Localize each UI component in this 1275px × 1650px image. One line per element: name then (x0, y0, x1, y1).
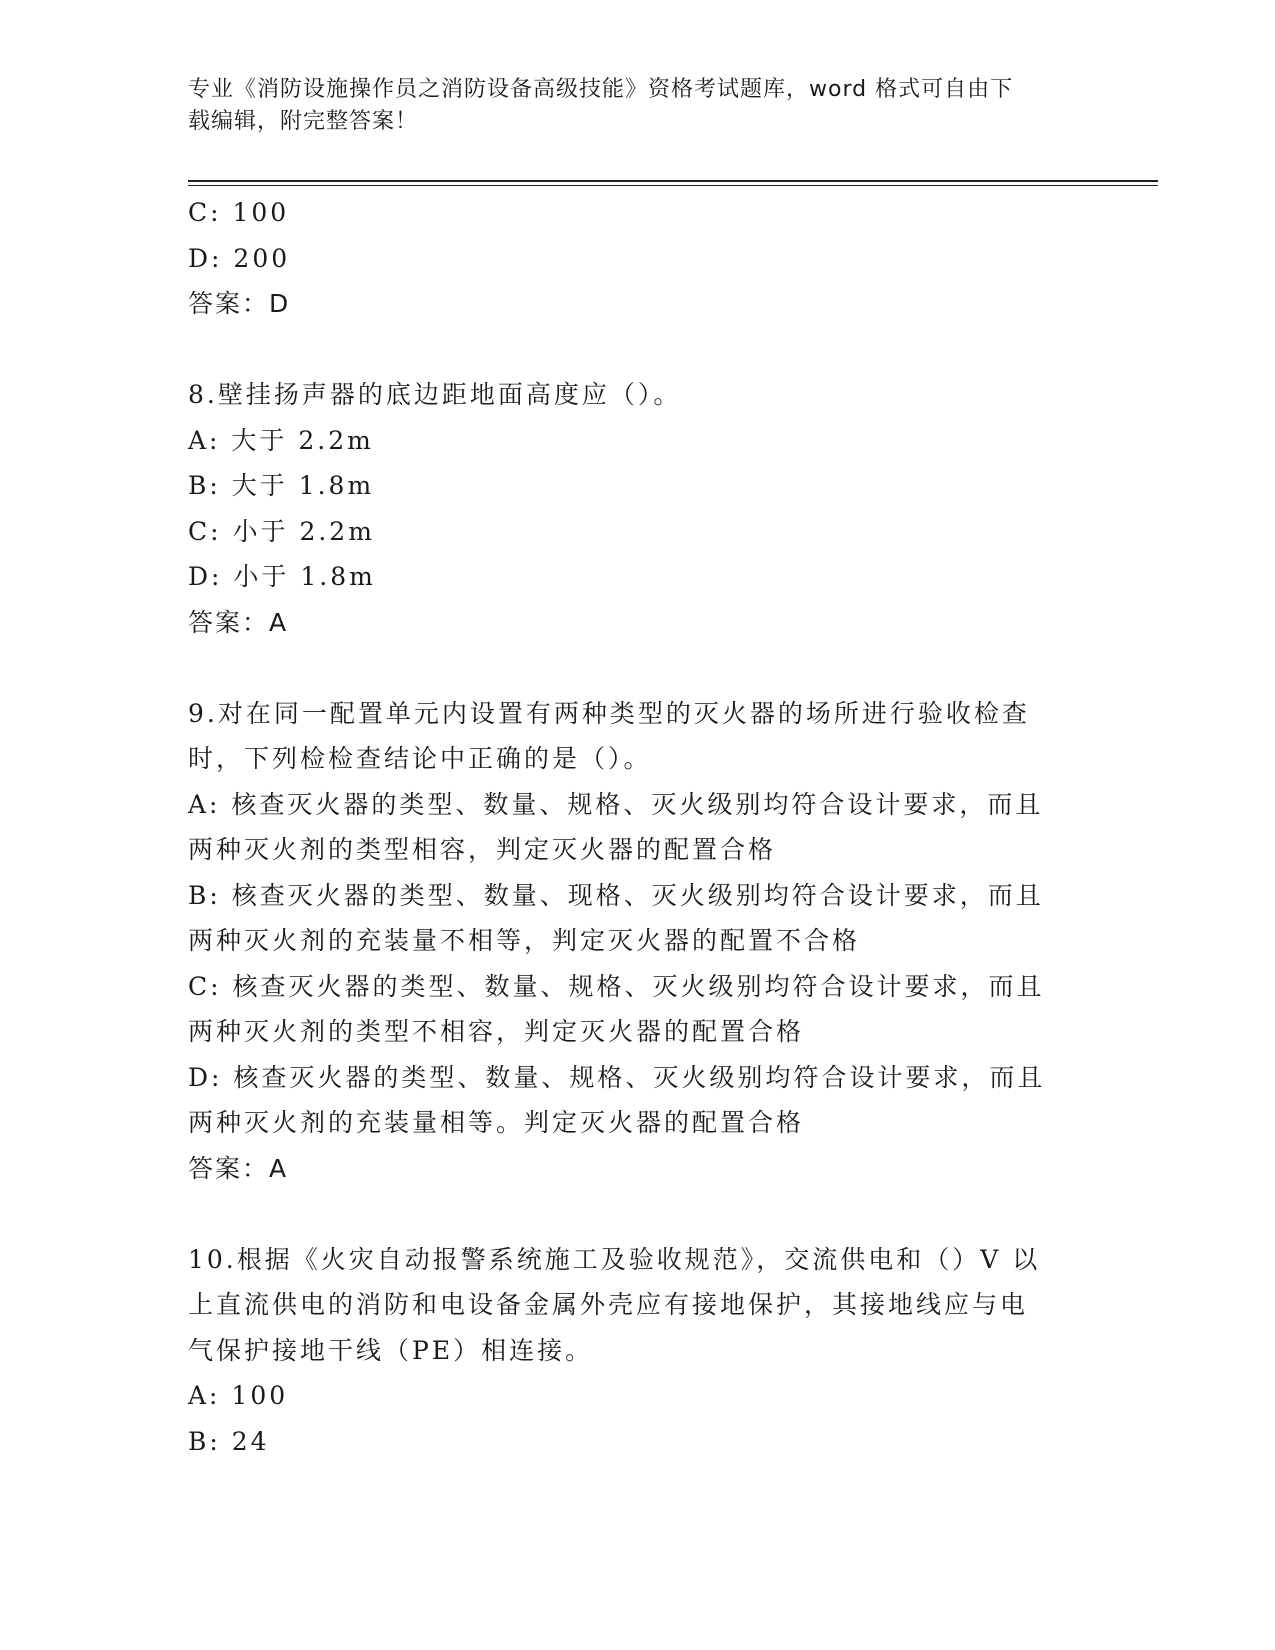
option-a: A: 100 (188, 1381, 289, 1410)
option-d: D: 小于 1.8m (188, 562, 376, 591)
option-b: B: 24 (188, 1426, 270, 1456)
header-line-1: 专业《消防设施操作员之消防设备高级技能》资格考试题库，word 格式可自由下 (188, 77, 1014, 102)
option-d-line-1: D: 核查灭火器的类型、数量、规格、灭火级别均符合设计要求，而且 (188, 1062, 1046, 1092)
option-d-line-2: 两种灭火剂的充装量相等。判定灭火器的配置合格 (188, 1108, 805, 1137)
question-list (188, 190, 1088, 1464)
page-header (188, 74, 1088, 138)
question-stem-line-2: 时，下列检检查结论中正确的是（）。 (188, 744, 652, 773)
option-a-line-1: A: 核查灭火器的类型、数量、规格、灭火级别均符合设计要求，而且 (188, 789, 1044, 819)
spacer (188, 327, 1088, 373)
answer-line: 答案：A (188, 607, 289, 637)
question-stem-line-1: 9.对在同一配置单元内设置有两种类型的灭火器的场所进行验收检查 (188, 698, 1030, 728)
option-b-line-2: 两种灭火剂的充装量不相等，判定灭火器的配置不合格 (188, 926, 861, 955)
question-stem-line-3: 气保护接地干线（PE）相连接。 (188, 1335, 594, 1365)
option-a-line-2: 两种灭火剂的类型相容，判定灭火器的配置合格 (188, 835, 777, 864)
spacer (188, 645, 1088, 691)
option-b: B: 大于 1.8m (188, 471, 375, 500)
option-a: A: 大于 2.2m (188, 425, 374, 455)
question-7-tail (188, 190, 1088, 327)
header-divider-thin (188, 185, 1158, 186)
question-8 (188, 372, 1088, 645)
question-10 (188, 1237, 1088, 1465)
option-c: C: 100 (188, 198, 290, 227)
question-stem: 8.壁挂扬声器的底边距地面高度应（）。 (188, 380, 682, 409)
header-divider (188, 180, 1158, 182)
answer-line: 答案：D (188, 289, 291, 318)
question-stem-line-2: 上直流供电的消防和电设备金属外壳应有接地保护，其接地线应与电 (188, 1290, 1029, 1319)
option-c: C: 小于 2.2m (188, 516, 375, 546)
option-b-line-1: B: 核查灭火器的类型、数量、现格、灭火级别均符合设计要求，而且 (188, 880, 1044, 910)
question-stem-line-1: 10.根据《火灾自动报警系统施工及验收规范》，交流供电和（）V 以 (188, 1244, 1041, 1274)
question-9 (188, 691, 1088, 1192)
spacer (188, 1191, 1088, 1237)
option-d: D: 200 (188, 243, 291, 273)
answer-line: 答案：A (188, 1153, 289, 1183)
option-c-line-1: C: 核查灭火器的类型、数量、规格、灭火级别均符合设计要求，而且 (188, 971, 1045, 1001)
option-c-line-2: 两种灭火剂的类型不相容，判定灭火器的配置合格 (188, 1017, 805, 1046)
header-line-2: 载编辑，附完整答案！ (188, 109, 419, 134)
